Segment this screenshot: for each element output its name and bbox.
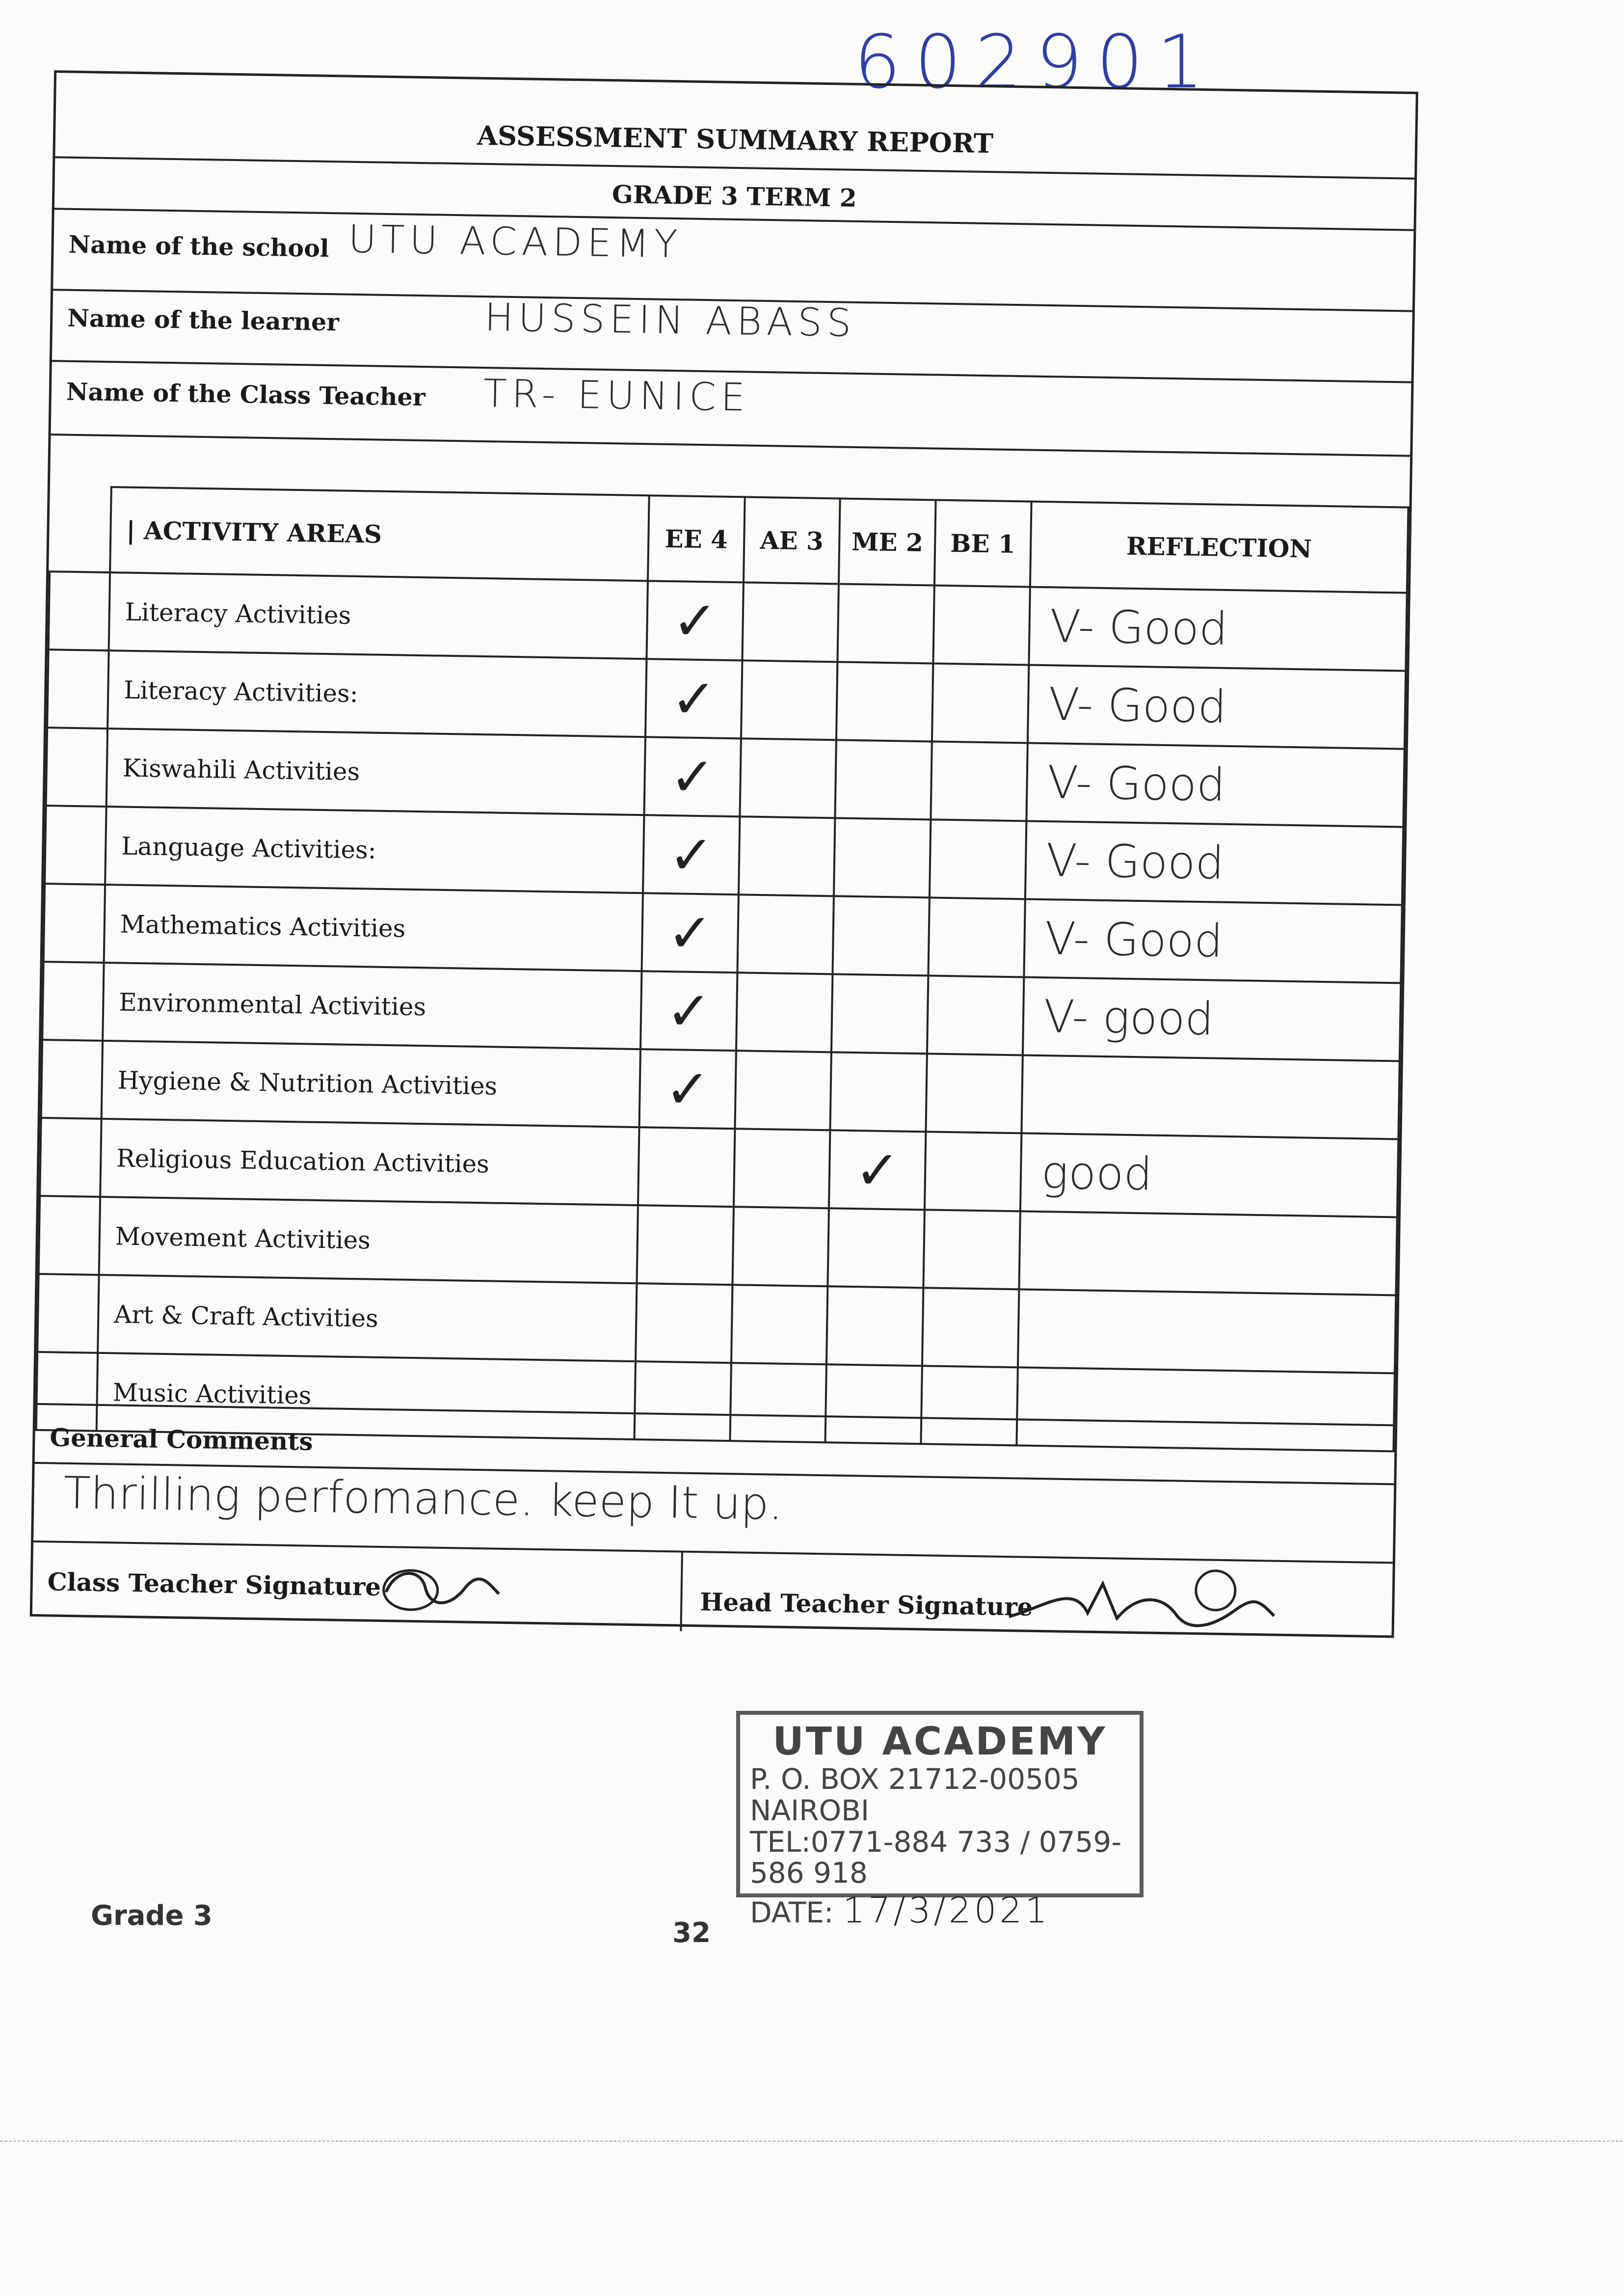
stamp-date-line [750,1889,1130,1931]
ee-mark: ✓ [643,815,740,894]
be-mark [925,1132,1021,1211]
assessment-table [35,485,1410,1452]
ee-mark [635,1361,731,1441]
assessment-form [30,70,1418,1638]
me-mark [834,818,931,897]
ae-mark [736,972,833,1052]
spacer-cell [44,884,105,963]
signature-divider [680,1553,683,1631]
ee-mark: ✓ [645,659,742,738]
me-mark [830,1052,927,1132]
be-mark [928,897,1025,977]
activity-area: Language Activities: [105,807,644,893]
spacer-cell [45,806,106,885]
ee-mark [637,1205,734,1285]
activity-area: Art & Craft Activities [98,1275,637,1361]
ae-header: AE 3 [744,497,840,584]
reflection [1018,1289,1396,1373]
me-mark: ✓ [829,1130,926,1210]
document-number: 602901 [854,20,1218,105]
reflection: V- Good [1024,899,1402,983]
reflection: V- Good [1029,587,1407,671]
ae-mark [737,894,834,974]
class-teacher-signature [376,1558,505,1623]
page-number: 32 [672,1917,711,1949]
reflection: V- Good [1026,743,1405,827]
ee-mark: ✓ [640,971,737,1051]
ae-mark [732,1207,829,1286]
be-mark [927,975,1024,1055]
stamp-date-value: 17/3/2021 [842,1890,1051,1931]
spacer-cell [46,728,107,807]
head-teacher-signature [1004,1563,1279,1641]
general-comments-value: Thrilling perfomance. keep It up. [63,1467,783,1530]
stamp-date-label: DATE: [750,1896,834,1930]
signature-row [32,1540,1393,1642]
spacer-cell [41,1040,103,1119]
reflection: V- Good [1028,665,1406,749]
activity-area: Literacy Activities: [107,650,647,737]
reflection [1019,1211,1397,1295]
be-mark [930,819,1026,899]
reflection: good [1020,1133,1399,1217]
be-mark [921,1366,1017,1445]
me-mark [835,740,932,819]
class-teacher-value: TR- EUNICE [483,371,750,420]
general-comments-label: General Comments [49,1423,314,1456]
activity-areas-header: | ACTIVITY AREAS [110,487,649,581]
ee-mark: ✓ [644,737,741,816]
be-mark [932,663,1029,743]
activity-area: Movement Activities [99,1197,639,1283]
ae-mark [731,1285,828,1364]
class-teacher-label: Name of the Class Teacher [66,377,426,412]
school-value: UTU ACADEMY [348,217,683,267]
be-mark [931,741,1027,821]
ee-mark [638,1127,735,1207]
activity-area: Environmental Activities [103,963,642,1049]
activity-area: Religious Education Activities [100,1119,639,1205]
activity-area: Literacy Activities [109,572,648,659]
learner-value: HUSSEIN ABASS [484,296,856,346]
head-teacher-signature-label: Head Teacher Signature [699,1587,1033,1621]
activity-area: Kiswahili Activities [106,729,646,815]
ae-mark [740,738,836,818]
ee-header: EE 4 [648,495,745,582]
be-header: BE 1 [934,500,1031,587]
be-mark [926,1053,1022,1133]
reflection: V- good [1023,977,1401,1061]
spacer-cell [47,649,108,729]
spacer-cell [49,571,110,650]
me-mark [838,584,934,663]
ee-mark: ✓ [647,581,744,660]
me-mark [826,1286,923,1366]
ae-mark [739,816,835,896]
spacer-cell [36,1352,98,1431]
grade-term: GRADE 3 TERM 2 [612,180,857,213]
spacer-cell [37,1274,99,1353]
school-stamp [736,1711,1144,1931]
stamp-telephone: TEL:0771-884 733 / 0759-586 918 [750,1825,1122,1890]
spacer-cell [39,1196,100,1275]
school-label: Name of the school [68,230,329,263]
ae-mark [734,1129,830,1208]
scan-edge [0,2140,1623,2220]
be-mark [933,585,1030,665]
reflection: V- Good [1025,821,1404,905]
class-teacher-signature-label: Class Teacher Signature [47,1567,381,1602]
spacer-cell [42,962,104,1041]
ee-mark: ✓ [639,1049,736,1129]
ae-mark [735,1051,831,1130]
me-mark [833,896,930,975]
spacer-cell [40,1118,101,1197]
reflection [1016,1367,1395,1451]
me-mark [836,662,933,741]
me-mark [825,1364,922,1444]
ae-mark [742,582,839,662]
stamp-school-name: UTU ACADEMY [772,1720,1107,1764]
me-mark [828,1208,925,1288]
me-mark [831,974,928,1053]
reflection-header: REFLECTION [1030,502,1409,593]
activity-area: Mathematics Activities [104,885,643,971]
ee-mark [636,1283,732,1363]
activity-area: Music Activities [97,1353,636,1439]
be-mark [922,1288,1019,1367]
stamp-address: P. O. BOX 21712-00505 NAIROBI [750,1762,1080,1827]
ee-mark: ✓ [642,893,739,972]
footer-grade: Grade 3 [91,1900,213,1932]
divider [51,433,1410,457]
ae-mark [741,660,838,740]
activity-area: Hygiene & Nutrition Activities [102,1041,641,1127]
ae-mark [730,1363,826,1442]
me-header: ME 2 [839,498,935,585]
spacer-cell [50,486,111,572]
learner-label: Name of the learner [67,303,340,337]
report-title: ASSESSMENT SUMMARY REPORT [477,119,994,160]
be-mark [923,1210,1020,1289]
reflection [1021,1055,1400,1139]
